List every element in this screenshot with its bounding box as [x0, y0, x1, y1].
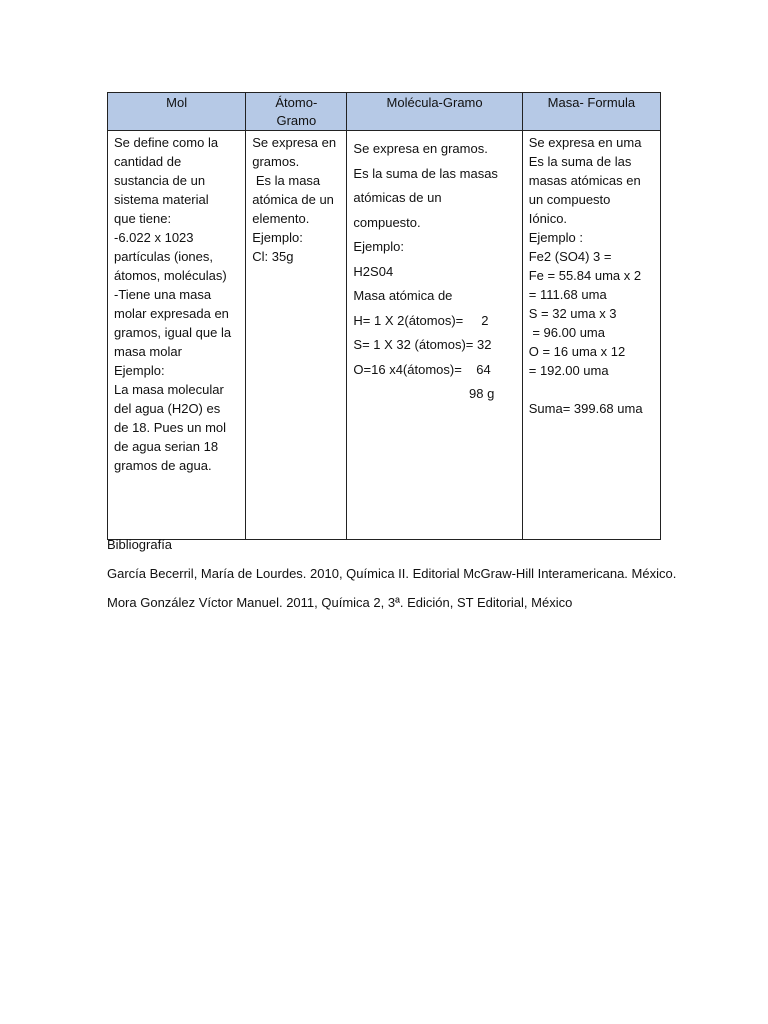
table-body-row [108, 131, 661, 540]
bibliography-reference: Mora González Víctor Manuel. 2011, Química 2, 3ª. Edición, ST Editorial, México [107, 595, 573, 610]
cell-line: Se expresa en uma [528, 135, 642, 150]
cell-line: gramos. [252, 154, 300, 169]
cell-line: Ejemplo: [252, 230, 303, 245]
cell-mol [108, 131, 246, 540]
cell-line: Fe = 55.84 uma x 2 [528, 268, 642, 283]
cell-line: cantidad de [114, 154, 182, 169]
table-header-row [108, 93, 661, 131]
concepts-table [107, 92, 661, 540]
cell-line: Iónico. [528, 211, 568, 226]
cell-line: átomos, moléculas) [114, 268, 227, 283]
cell-molecula-gramo [347, 131, 522, 540]
cell-line: -6.022 x 1023 [114, 230, 194, 245]
cell-line: de 18. Pues un mol [114, 420, 227, 435]
cell-line: molar expresada en [114, 306, 229, 321]
header-masa-formula [522, 93, 660, 131]
cell-line: atómica de un [252, 192, 334, 207]
cell-line: O = 16 uma x 12 [528, 344, 626, 359]
header-molecula-gramo-text: Molécula-Gramo [386, 95, 483, 110]
cell-line: sustancia de un [114, 173, 206, 188]
cell-line: Cl: 35g [252, 249, 294, 264]
cell-line: La masa molecular [114, 382, 224, 397]
cell-line: S= 1 X 32 (átomos)= 32 [353, 337, 492, 352]
cell-atomo-gramo [246, 131, 347, 540]
cell-line: H= 1 X 2(átomos)= 2 [353, 312, 489, 328]
header-atomo-gramo-text: Átomo- Gramo [275, 95, 318, 128]
cell-line: elemento. [252, 211, 310, 226]
cell-line: = 111.68 uma [528, 287, 607, 302]
cell-line: masa molar [114, 344, 182, 359]
cell-line: un compuesto [528, 192, 611, 207]
header-mol-text: Mol [166, 95, 188, 110]
cell-line: que tiene: [114, 211, 172, 226]
header-mol [108, 93, 246, 131]
cell-line: Ejemplo: [353, 239, 404, 254]
cell-line [529, 380, 654, 399]
cell-line: atómicas de un [353, 190, 442, 205]
header-molecula-gramo [347, 93, 522, 131]
cell-line: = 192.00 uma [528, 363, 609, 378]
cell-line: Fe2 (SO4) 3 = [528, 249, 612, 264]
cell-line: sistema material [114, 192, 209, 207]
cell-line: gramos de agua. [114, 458, 212, 473]
cell-line: Es la masa [252, 173, 321, 188]
cell-line: Se expresa en gramos. [353, 141, 488, 156]
cell-line: H2S04 [353, 263, 394, 279]
cell-line: Se expresa en [252, 135, 337, 150]
cell-line: Suma= 399.68 uma [528, 401, 643, 416]
cell-line: S = 32 uma x 3 [528, 306, 617, 321]
bibliography-heading: Bibliografía [107, 537, 173, 552]
cell-line: Es la suma de las masas [353, 165, 498, 181]
cell-line: Masa atómica de [353, 288, 453, 303]
cell-line: -Tiene una masa [114, 287, 212, 302]
cell-line: partículas (iones, [114, 249, 213, 264]
cell-line: Es la suma de las [528, 154, 632, 169]
cell-line: = 96.00 uma [528, 325, 605, 340]
cell-line: del agua (H2O) es [114, 401, 221, 416]
cell-line: masas atómicas en [528, 173, 641, 188]
header-atomo-gramo [246, 93, 347, 131]
cell-line: Ejemplo: [114, 363, 165, 378]
bibliography-reference: García Becerril, María de Lourdes. 2010, Química II. Editorial McGraw-Hill Interamericana. México. [107, 566, 677, 581]
header-masa-formula-text: Masa- Formula [547, 95, 636, 110]
cell-line: Se define como la [114, 135, 219, 150]
cell-line: de agua serian 18 [114, 439, 219, 454]
cell-line: Ejemplo : [528, 230, 583, 245]
cell-masa-formula [522, 131, 660, 540]
cell-line: O=16 x4(átomos)= 64 [353, 361, 491, 377]
cell-line: compuesto. [353, 214, 421, 230]
cell-line: 98 g [353, 386, 495, 401]
cell-line: gramos, igual que la [114, 325, 232, 340]
